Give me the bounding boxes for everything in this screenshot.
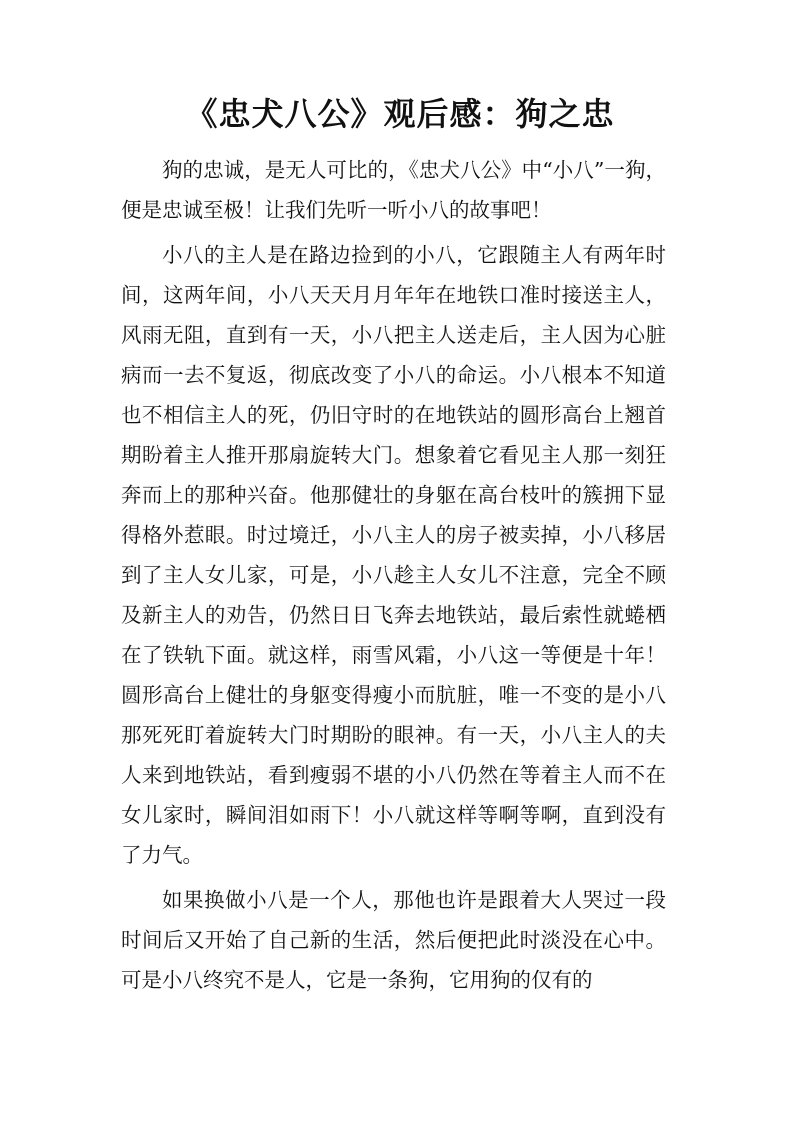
paragraph-3: 如果换做小八是一个人，那他也许是跟着大人哭过一段时间后又开始了自己新的生活，然后便把此时淡没在心中。可是小八终究不是人，它是一条狗，它用狗的仅有的 xyxy=(121,888,666,992)
paragraph-1: 狗的忠诚，是无人可比的，《忠犬八公》中“小八”一狗，便是忠诚至极！让我们先听一听小八的故事吧！ xyxy=(121,158,666,222)
page-title: 《忠犬八公》观后感：狗之忠 xyxy=(185,95,615,133)
paragraph-2: 小八的主人是在路边捡到的小八，它跟随主人有两年时间，这两年间，小八天天月月年年在地铁口准时接送主人，风雨无阻，直到有一天，小八把主人送走后，主人因为心脏病而一去不复返，彻底改变了小八的命运。小八根本不知道也不相信主人的死，仍旧守时的在地铁站的圆形高台上翘首期盼着主人推开那扇旋转大门。想象着它看见主人那一刻狂奔而上的那种兴奋。他那健壮的身躯在高台枝叶的簇拥下显得格外惹眼。时过境迁，小八主人的房子被卖掉，小八移居到了主人女儿家，可是，小八趁主人女儿不注意，完全不顾及新主人的劝告，仍然日日飞奔去地铁站，最后索性就蜷栖在了铁轨下面。就这样，雨雪风霜，小八这一等便是十年！圆形高台上健壮的身躯变得瘦小而肮脏，唯一不变的是小八那死死盯着旋转大门时期盼的眼神。有一天，小八主人的夫人来到地铁站，看到瘦弱不堪的小八仍然在等着主人而不在女儿家时，瞬间泪如雨下！小八就这样等啊等啊，直到没有了力气。 xyxy=(121,243,666,867)
body-text xyxy=(121,150,666,1005)
